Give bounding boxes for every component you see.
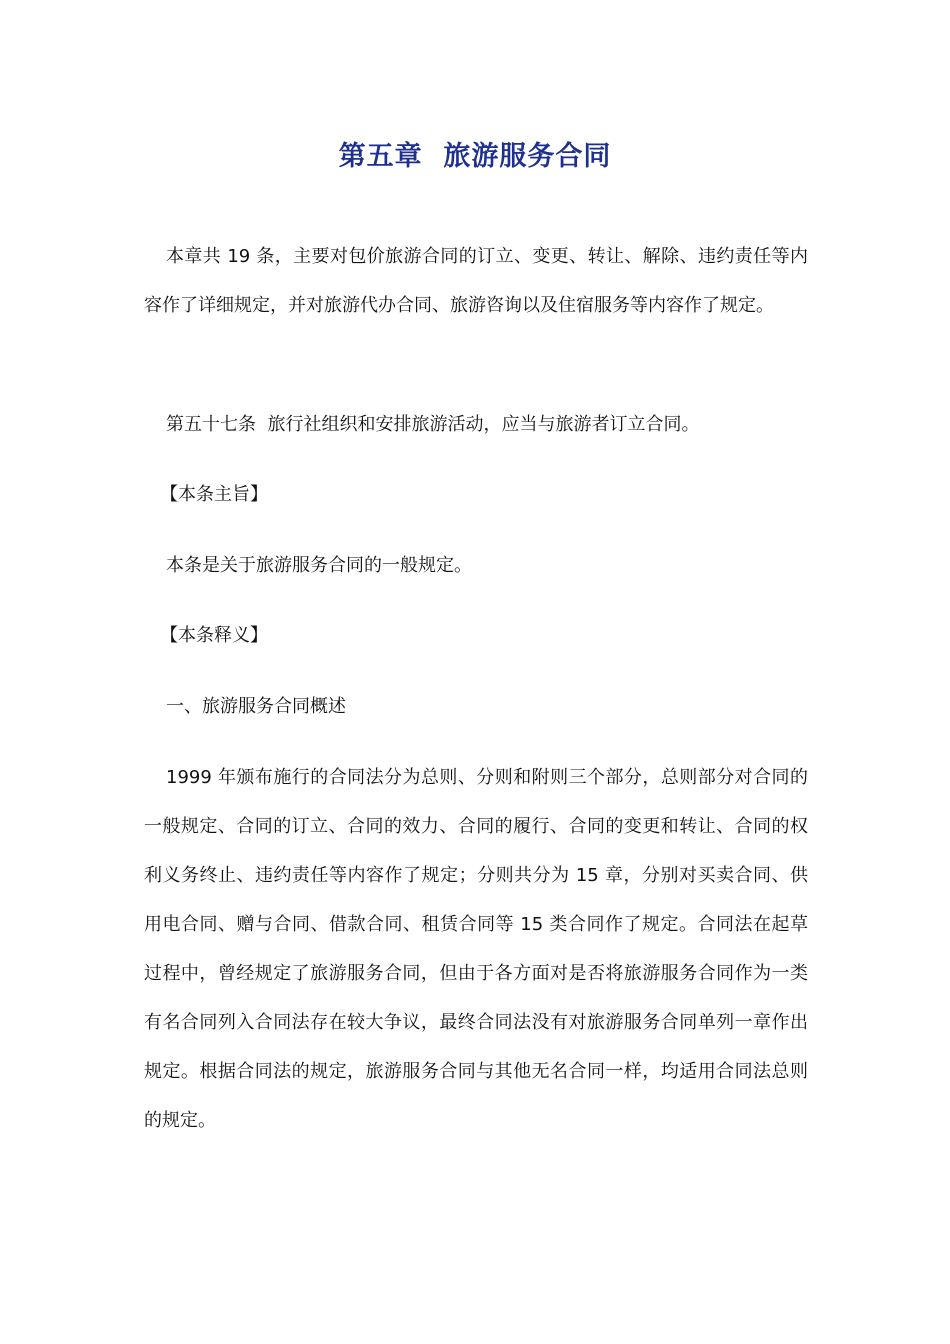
body-paragraph: 1999 年颁布施行的合同法分为总则、分则和附则三个部分，总则部分对合同的一般规定、合同的订立、合同的效力、合同的履行、合同的变更和转让、合同的权利义务终止、违约责任等内容作了规定；分则共分为 15 章，分别对买卖合同、供用电合同、赠与合同、借款合同、租赁合同等 15 类合同作了规定。合同法在起草过程中，曾经规定了旅游服务合同，但由于各方面对是否将旅游服务合同作为一类有名合同列入合同法存在较大争议，最终合同法没有对旅游服务合同单列一章作出规定。根据合同法的规定，旅游服务合同与其他无名合同一样，均适用合同法总则的规定。 [144,767,808,1131]
article-paragraph: 第五十七条 旅行社组织和安排旅游活动，应当与旅游者订立合同。 [166,414,700,435]
purpose-paragraph: 本条是关于旅游服务合同的一般规定。 [166,555,472,576]
interpretation-heading: 【本条释义】 [160,625,268,646]
purpose-heading: 【本条主旨】 [160,484,268,505]
chapter-title: 第五章 旅游服务合同 [338,141,612,172]
section-heading: 一、旅游服务合同概述 [166,696,346,717]
intro-paragraph: 本章共 19 条，主要对包价旅游合同的订立、变更、转让、解除、违约责任等内容作了详细规定，并对旅游代办合同、旅游咨询以及住宿服务等内容作了规定。 [144,246,808,316]
